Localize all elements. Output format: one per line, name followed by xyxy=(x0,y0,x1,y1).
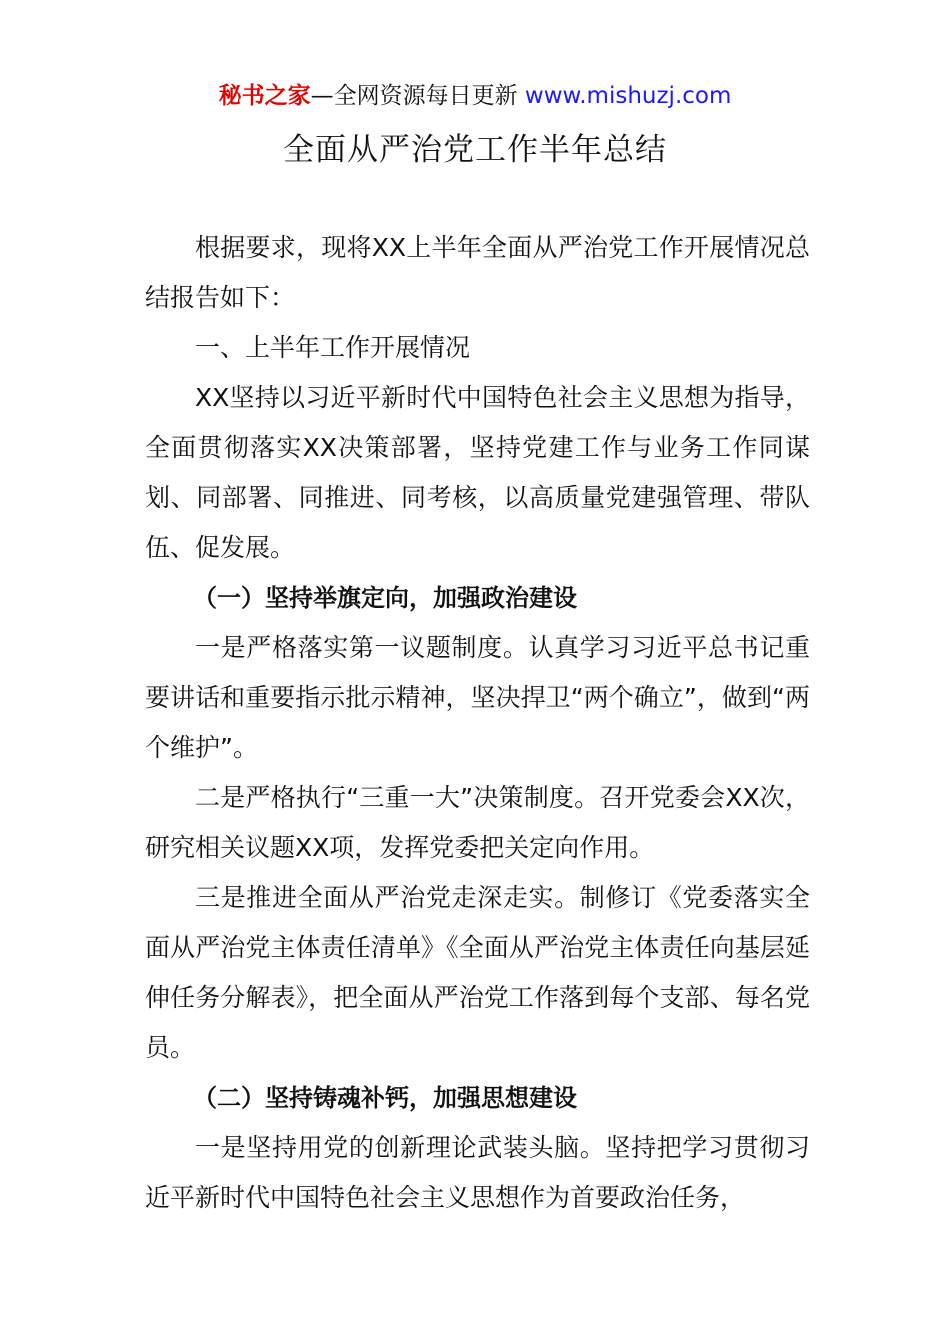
section-heading-1: 一、上半年工作开展情况 xyxy=(195,333,471,362)
subsection-heading-1: （一）坚持举旗定向，加强政治建设 xyxy=(193,584,577,612)
document-body xyxy=(145,223,810,1223)
paragraph-intro: 根据要求，现将XX上半年全面从严治党工作开展情况总结报告如下： xyxy=(145,233,810,312)
paragraph-item-1: 一是严格落实第一议题制度。认真学习习近平总书记重要讲话和重要指示批示精神，坚决捍卫“两个确立”，做到“两个维护”。 xyxy=(145,633,810,762)
paragraph-item-4: 一是坚持用党的创新理论武装头脑。坚持把学习贯彻习近平新时代中国特色社会主义思想作为首要政治任务， xyxy=(145,1133,810,1212)
paragraph-item-3: 三是推进全面从严治党走深走实。制修订《党委落实全面从严治党主体责任清单》《全面从严治党主体责任向基层延伸任务分解表》，把全面从严治党工作落到每个支部、每名党员。 xyxy=(145,883,810,1062)
site-url[interactable]: www.mishuzj.com xyxy=(524,83,732,109)
subsection-heading-2: （二）坚持铸魂补钙，加强思想建设 xyxy=(193,1084,577,1112)
document-title: 全面从严治党工作半年总结 xyxy=(283,132,667,168)
site-brand: 秘书之家 xyxy=(218,83,311,109)
paragraph-overview: XX坚持以习近平新时代中国特色社会主义思想为指导，全面贯彻落实XX决策部署，坚持党建工作与业务工作同谋划、同部署、同推进、同考核，以高质量党建强管理、带队伍、促发展。 xyxy=(145,383,810,562)
site-header xyxy=(0,80,950,112)
site-tagline: —全网资源每日更新 xyxy=(310,83,525,109)
paragraph-item-2: 二是严格执行“三重一大”决策制度。召开党委会XX次，研究相关议题XX项，发挥党委把关定向作用。 xyxy=(145,783,810,862)
